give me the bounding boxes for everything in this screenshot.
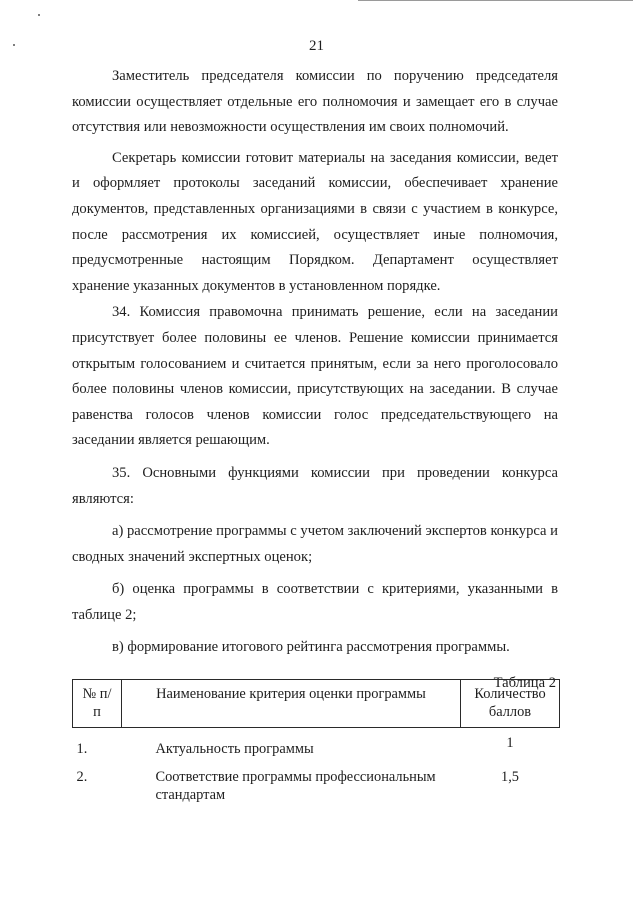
- header-criterion: Наименование критерия оценки программы: [122, 680, 461, 728]
- table-header-row: [73, 680, 560, 728]
- list-item: в) формирование итогового рейтинга рассмотрения программы.: [112, 639, 510, 656]
- paragraph: Секретарь комиссии готовит материалы на заседания комиссии, ведет и оформляет протоколы заседаний комиссии, обеспечивает хранение документов, представленных организациями в связи с участием в конкурсе, после рассмотрения их комиссией, осуществляет иные полномочия, предусмотренные настоящим Порядком. Департамент осуществляет хранение указанных документов в установленном порядке.: [72, 149, 558, 294]
- row-number: 2.: [76, 769, 88, 785]
- row-criterion: Актуальность программы: [155, 741, 314, 757]
- paragraph: 35. Основными функциями комиссии при проведении конкурса являются:: [72, 464, 558, 507]
- table-row: [73, 768, 560, 804]
- paragraph: Заместитель председателя комиссии по поручению председателя комиссии осуществляет отдельные его полномочия и замещает его в случае отсутствия или невозможности осуществления им своих полномочий.: [72, 68, 558, 136]
- criteria-table: [72, 679, 560, 804]
- row-score: 1,5: [501, 769, 519, 785]
- page-number: 21: [309, 38, 324, 54]
- row-score: 1: [506, 735, 514, 751]
- row-criterion: Соответствие программы профессиональным стандартам: [155, 769, 436, 803]
- paragraph: 34. Комиссия правомочна принимать решение, если на заседании присутствует более половины ее членов. Решение комиссии принимается открытым голосованием и считается принятым, если за него проголосовало более половины членов комиссии, присутствующих на заседании. В случае равенства голосов членов комиссии голос председательствующего на заседании является решающим.: [72, 304, 558, 449]
- table-row: [73, 728, 560, 769]
- header-number: № п/п: [73, 680, 122, 728]
- header-score: Количество баллов: [461, 680, 560, 728]
- list-item: б) оценка программы в соответствии с критериями, указанными в таблице 2;: [72, 581, 558, 623]
- table-caption: Таблица 2: [493, 675, 556, 692]
- scan-speck: [38, 14, 40, 16]
- row-number: 1.: [76, 741, 88, 757]
- document-body: [72, 64, 558, 697]
- list-item: а) рассмотрение программы с учетом заключений экспертов конкурса и сводных значений экспертных оценок;: [72, 523, 558, 565]
- scan-edge-line: [358, 0, 633, 1]
